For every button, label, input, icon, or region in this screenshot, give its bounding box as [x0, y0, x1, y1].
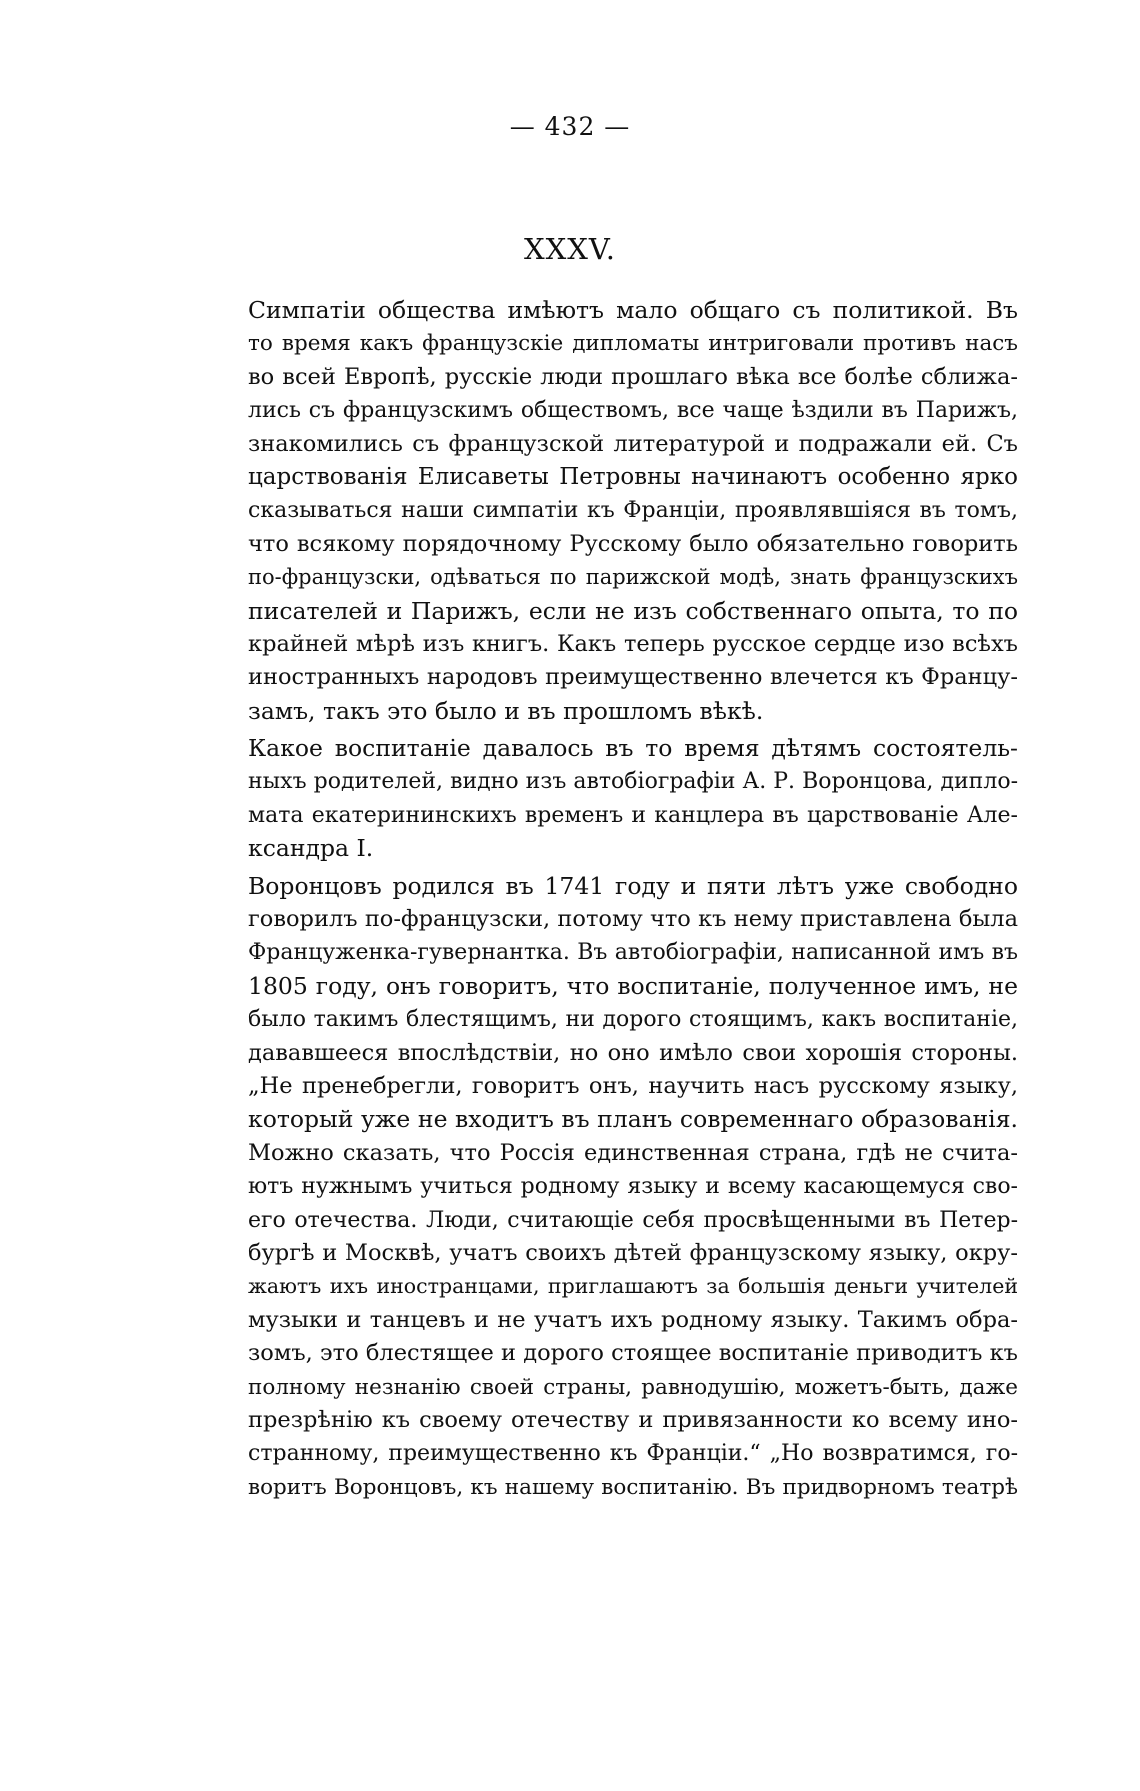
text-line: царствованія Елисаветы Петровны начинаютъ особенно ярко: [248, 463, 1018, 490]
text-line: его отечества. Люди, считающіе себя просвѣщенными въ Петер-: [248, 1207, 1018, 1233]
text-line: ксандра I.: [248, 834, 374, 863]
text-line: писателей и Парижъ, если не изъ собственнаго опыта, то по: [248, 596, 1018, 625]
chapter-title: XXXV.: [523, 232, 617, 266]
text-line: музыки и танцевъ и не учатъ ихъ родному языку. Такимъ обра-: [248, 1306, 1018, 1333]
text-line: Можно сказать, что Россія единственная страна, гдѣ не счита-: [248, 1139, 1018, 1166]
body-text: [248, 294, 1018, 1504]
text-line: то время какъ французскіе дипломаты интриговали противъ насъ: [248, 331, 1018, 357]
text-line: ныхъ родителей, видно изъ автобіографіи А. Р. Воронцова, дипло-: [248, 769, 1018, 795]
text-line: Какое воспитаніе давалось въ то время дѣтямъ состоятель-: [248, 734, 1018, 763]
text-line: Симпатіи общества имѣютъ мало общаго съ политикой. Въ: [248, 296, 1018, 324]
paragraph-2: [248, 732, 1018, 866]
text-line: замъ, такъ это было и въ прошломъ вѣкѣ.: [248, 696, 764, 725]
text-line: 1805 году, онъ говоритъ, что воспитаніе, полученное имъ, не: [248, 971, 1018, 1000]
text-line: говорилъ по-французски, потому что къ нему приставлена была: [248, 906, 1018, 933]
text-line: лись съ французскимъ обществомъ, все чаще ѣздили въ Парижъ,: [248, 398, 1018, 424]
text-line: странному, преимущественно къ Франціи.“ „Но возвратимся, го-: [248, 1441, 1018, 1467]
page-number: — 432 —: [509, 112, 631, 141]
text-line: жаютъ ихъ иностранцами, приглашаютъ за большія деньги учителей: [248, 1274, 1018, 1299]
text-line: полному незнанію своей страны, равнодушію, можетъ-быть, даже: [248, 1374, 1018, 1400]
paragraph-1: [248, 294, 1018, 728]
text-line: Француженка-гувернантка. Въ автобіографіи, написанной имъ въ: [248, 940, 1018, 966]
text-line: презрѣнію къ своему отечеству и привязанности ко всему ино-: [248, 1406, 1018, 1433]
text-line: „Не пренебрегли, говоритъ онъ, научить насъ русскому языку,: [248, 1072, 1018, 1099]
text-line: сказываться наши симпатіи къ Франціи, проявлявшіяся въ томъ,: [248, 498, 1018, 524]
text-line: дававшееся впослѣдствіи, но оно имѣло свои хорошія стороны.: [248, 1039, 1018, 1066]
text-line: знакомились съ французской литературой и подражали ей. Съ: [248, 430, 1018, 457]
text-line: зомъ, это блестящее и дорого стоящее воспитаніе приводитъ къ: [248, 1340, 1018, 1367]
text-line: иностранныхъ народовъ преимущественно влечется къ Францу-: [248, 664, 1018, 691]
text-line: что всякому порядочному Русскому было обязательно говорить: [248, 530, 1018, 557]
text-line: по-французски, одѣваться по парижской модѣ, знать французскихъ: [248, 565, 1018, 590]
text-line: мата екатерининскихъ временъ и канцлера въ царствованіе Але-: [248, 802, 1018, 828]
text-line: было такимъ блестящимъ, ни дорого стоящимъ, какъ воспитаніе,: [248, 1007, 1018, 1033]
text-line: который уже не входитъ въ планъ современнаго образованія.: [248, 1105, 1018, 1134]
text-line: воритъ Воронцовъ, къ нашему воспитанію. Въ придворномъ театрѣ: [248, 1474, 1018, 1500]
paragraph-3: [248, 870, 1018, 1504]
text-line: бургѣ и Москвѣ, учатъ своихъ дѣтей французскому языку, окру-: [248, 1239, 1018, 1266]
text-line: ютъ нужнымъ учиться родному языку и всему касающемуся сво-: [248, 1174, 1018, 1200]
text-line: во всей Европѣ, русскіе люди прошлаго вѣка все болѣе сближа-: [248, 363, 1018, 390]
text-line: крайней мѣрѣ изъ книгъ. Какъ теперь русское сердце изо всѣхъ: [248, 630, 1018, 657]
text-line: Воронцовъ родился въ 1741 году и пяти лѣтъ уже свободно: [248, 871, 1018, 900]
